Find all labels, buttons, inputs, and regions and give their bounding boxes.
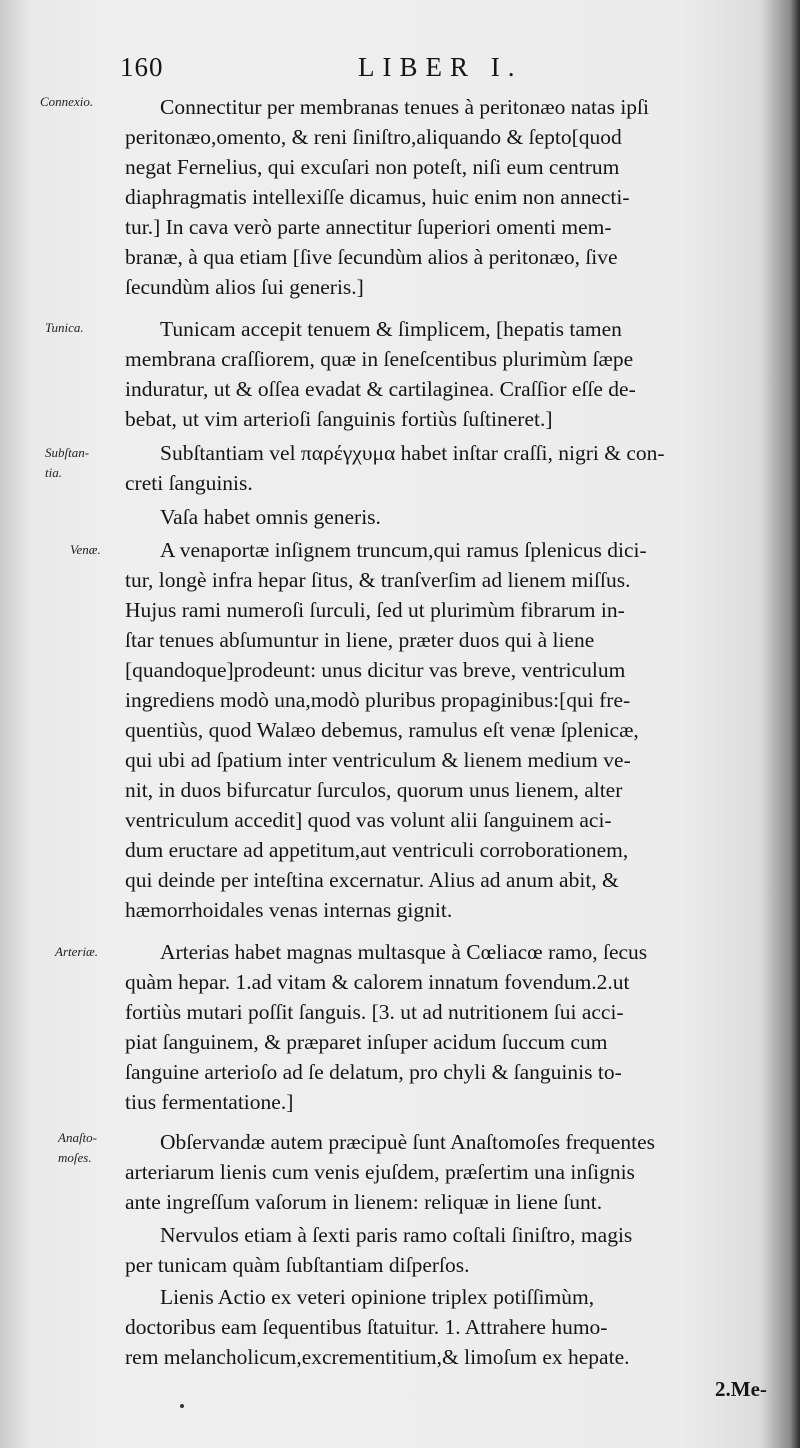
text-line: piat ſanguinem, & præparet inſuper acidum ſuccum cum xyxy=(125,1030,608,1054)
margin-note-text: Venæ. xyxy=(70,542,101,557)
text-line: arteriarum lienis cum venis ejuſdem, præſertim una inſignis xyxy=(125,1160,635,1184)
text-line: per tunicam quàm ſubſtantiam diſperſos. xyxy=(125,1253,470,1277)
catchword: 2.Me- xyxy=(715,1377,767,1401)
text-line: negat Fernelius, qui excuſari non poteſt, niſi eum centrum xyxy=(125,155,620,179)
text-line: doctoribus eam ſequentibus ſtatuitur. 1. Attrahere humo- xyxy=(125,1315,608,1339)
text-line: Tunicam accepit tenuem & ſimplicem, [hepatis tamen xyxy=(160,317,622,341)
text-line: [quandoque]prodeunt: unus dicitur vas breve, ventriculum xyxy=(125,658,626,682)
text-line: ante ingreſſum vaſorum in lienem: reliquæ in liene ſunt. xyxy=(125,1190,603,1214)
running-head: LIBER I. xyxy=(358,52,523,82)
margin-note-text: Tunica. xyxy=(45,320,84,335)
text-line: tius fermentatione.] xyxy=(125,1090,294,1114)
text-line: dum eructare ad appetitum,aut ventriculi corroborationem, xyxy=(125,838,629,862)
margin-note-text: Connexio. xyxy=(40,94,94,109)
margin-note-line: Anaſto- xyxy=(58,1130,97,1145)
text-line: branæ, à qua etiam [ſive ſecundùm alios à peritonæo, ſive xyxy=(125,245,618,269)
text-line: Obſervandæ autem præcipuè ſunt Anaſtomoſes frequentes xyxy=(160,1130,655,1154)
page-header xyxy=(120,52,780,92)
margin-note-venae xyxy=(70,540,150,560)
text-line: Lienis Actio ex veteri opinione triplex potiſſimùm, xyxy=(160,1285,595,1309)
text-line: quentiùs, quod Walæo debemus, ramulus eſt venæ ſplenicæ, xyxy=(125,718,639,742)
text-line: creti ſanguinis. xyxy=(125,471,253,495)
text-line: ingrediens modò una,modò pluribus propaginibus:[qui fre- xyxy=(125,688,631,712)
text-line: tur, longè infra hepar ſitus, & tranſverſim ad lienem miſſus. xyxy=(125,568,631,592)
ink-speck xyxy=(180,1404,184,1408)
text-line: quàm hepar. 1.ad vitam & calorem innatum fovendum.2.ut xyxy=(125,970,630,994)
margin-note-line: Subſtan- xyxy=(45,445,90,460)
text-line: A venaportæ inſignem truncum,qui ramus ſplenicus dici- xyxy=(160,538,647,562)
text-line: Vaſa habet omnis generis. xyxy=(160,505,381,529)
text-line: induratur, ut & oſſea evadat & cartilaginea. Craſſior eſſe de- xyxy=(125,377,636,401)
margin-note-arteriae xyxy=(55,942,135,962)
text-line: ſtar tenues abſumuntur in liene, præter duos qui à liene xyxy=(125,628,595,652)
text-line: ſanguine arterioſo ad ſe delatum, pro chyli & ſanguinis to- xyxy=(125,1060,622,1084)
margin-note-line: moſes. xyxy=(58,1150,92,1165)
text-line: Nervulos etiam à ſexti paris ramo coſtali ſiniſtro, magis xyxy=(160,1223,633,1247)
margin-note-line: tia. xyxy=(45,465,62,480)
text-line: tur.] In cava verò parte annectitur ſuperiori omenti mem- xyxy=(125,215,612,239)
text-line: Connectitur per membranas tenues à peritonæo natas ipſi xyxy=(160,95,649,119)
margin-note-tunica xyxy=(45,318,125,338)
text-line: peritonæo,omento, & reni ſiniſtro,aliquando & ſepto[quod xyxy=(125,125,622,149)
text-line: diaphragmatis intellexiſſe dicamus, huic enim non annecti- xyxy=(125,185,630,209)
text-line: qui ubi ad ſpatium inter ventriculum & lienem medium ve- xyxy=(125,748,631,772)
text-line: Arterias habet magnas multasque à Cœliacœ ramo, ſecus xyxy=(160,940,648,964)
text-line: Subſtantiam vel παρέγχυμα habet inſtar craſſi, nigri & con- xyxy=(160,441,665,465)
text-line: hæmorrhoidales venas internas gignit. xyxy=(125,898,453,922)
text-line: nit, in duos bifurcatur ſurculos, quorum unus lienem, alter xyxy=(125,778,623,802)
text-line: rem melancholicum,excrementitium,& limoſum ex hepate. xyxy=(125,1345,630,1369)
text-line: fortiùs mutari poſſit ſanguis. [3. ut ad nutritionem ſui acci- xyxy=(125,1000,624,1024)
text-line: bebat, ut vim arterioſi ſanguinis fortiùs ſuſtineret.] xyxy=(125,407,553,431)
text-line: Hujus rami numeroſi ſurculi, ſed ut plurimùm fibrarum in- xyxy=(125,598,625,622)
margin-note-substantia xyxy=(45,443,125,483)
page-number: 160 xyxy=(120,52,164,82)
text-line: membrana craſſiorem, quæ in ſeneſcentibus plurimùm ſæpe xyxy=(125,347,634,371)
text-line: ſecundùm alios ſui generis.] xyxy=(125,275,364,299)
text-line: qui deinde per inteſtina excernatur. Alius ad anum abit, & xyxy=(125,868,619,892)
text-line: ventriculum accedit] quod vas volunt alii ſanguinem aci- xyxy=(125,808,612,832)
margin-note-text: Arteriæ. xyxy=(55,944,98,959)
margin-note-connexio xyxy=(40,92,120,112)
